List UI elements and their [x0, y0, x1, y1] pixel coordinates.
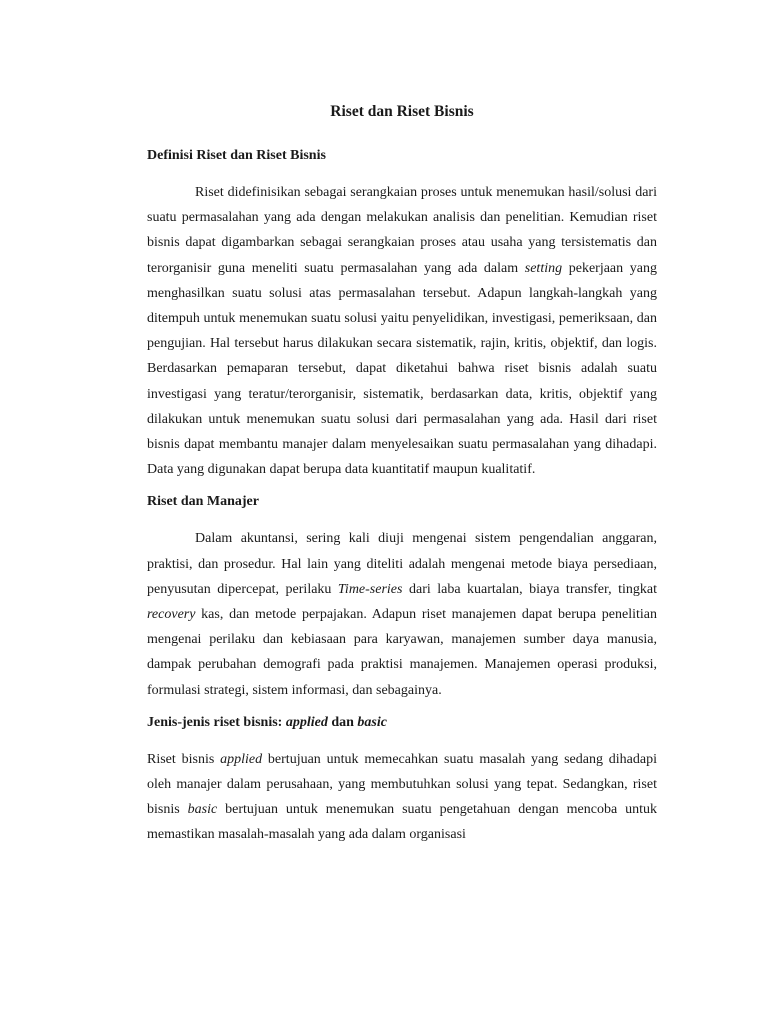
- document-title: Riset dan Riset Bisnis: [330, 103, 474, 120]
- paragraph-definisi: [147, 180, 657, 482]
- italic-term-setting: setting: [524, 260, 563, 276]
- section-heading-definisi: Definisi Riset dan Riset Bisnis: [147, 148, 326, 163]
- paragraph-jenis: [147, 747, 657, 848]
- paragraph-text: dari laba kuartalan, biaya transfer, tingkat: [402, 581, 658, 597]
- paragraph-text: pekerjaan yang menghasilkan suatu solusi atas permasalahan tersebut. Adapun langkah-langkah yang ditempuh untuk menemukan suatu solusi yaitu penyelidikan, investigasi, pemeriksaan, dan pengujian. Hal tersebut harus dilakukan secara sistematik, rajin, kritis, objektif, dan logis. Berdasarkan pemaparan tersebut, dapat diketahui bahwa riset bisnis adalah suatu investigasi yang teratur/terorganisir, sistematik, berdasarkan data, kritis, objektif yang dilakukan untuk menemukan suatu solusi dari permasalahan yang ada. Hasil dari riset bisnis dapat membantu manajer dalam menyelesaikan suatu permasalahan yang dihadapi. Data yang digunakan dapat berupa data kuantitatif maupun kualitatif.: [147, 260, 657, 478]
- paragraph-text: Riset didefinisikan sebagai serangkaian proses untuk menemukan hasil/solusi dari suatu permasalahan yang ada dengan melakukan analisis dan penelitian. Kemudian riset bisnis dapat digambarkan sebagai serangkaian proses atau usaha yang tersistematis dan terorganisir guna meneliti suatu permasalahan yang ada dalam: [147, 185, 657, 276]
- paragraph-text: bertujuan untuk memecahkan suatu masalah yang sedang dihadapi oleh manajer dalam perusahaan, yang membutuhkan solusi yang tepat. Sedangkan, riset bisnis: [147, 751, 657, 818]
- italic-term-basic: basic: [357, 714, 387, 730]
- section-heading-jenis: [147, 712, 657, 734]
- section-heading-manajer: Riset dan Manajer: [147, 494, 259, 510]
- paragraph-text: Riset bisnis: [147, 751, 221, 767]
- italic-term-applied: applied: [220, 751, 263, 767]
- italic-term-basic: basic: [187, 802, 218, 818]
- italic-term-recovery: recovery: [147, 607, 196, 623]
- heading-text: Jenis-jenis riset bisnis:: [147, 714, 286, 730]
- paragraph-text: kas, dan metode perpajakan. Adapun riset manajemen dapat berupa penelitian mengenai perilaku dan kebiasaan para karyawan, manajemen sumber daya manusia, dampak perubahan demografi pada praktisi manajemen. Manajemen operasi produksi, formulasi strategi, sistem informasi, dan sebagainya.: [147, 607, 657, 698]
- paragraph-text: Dalam akuntansi, sering kali diuji mengenai sistem pengendalian anggaran, praktisi, dan prosedur. Hal lain yang diteliti adalah mengenai metode biaya persediaan, penyusutan dipercepat, perilaku: [147, 531, 657, 597]
- paragraph-text: bertujuan untuk menemukan suatu pengetahuan dengan mencoba untuk memastikan masalah-masalah yang ada dalam organisasi: [147, 802, 657, 843]
- document-page: [147, 100, 657, 857]
- paragraph-manajer: [147, 526, 657, 702]
- heading-text: dan: [327, 714, 358, 730]
- italic-term-applied: applied: [285, 714, 328, 730]
- italic-term-time-series: Time-series: [337, 581, 403, 597]
